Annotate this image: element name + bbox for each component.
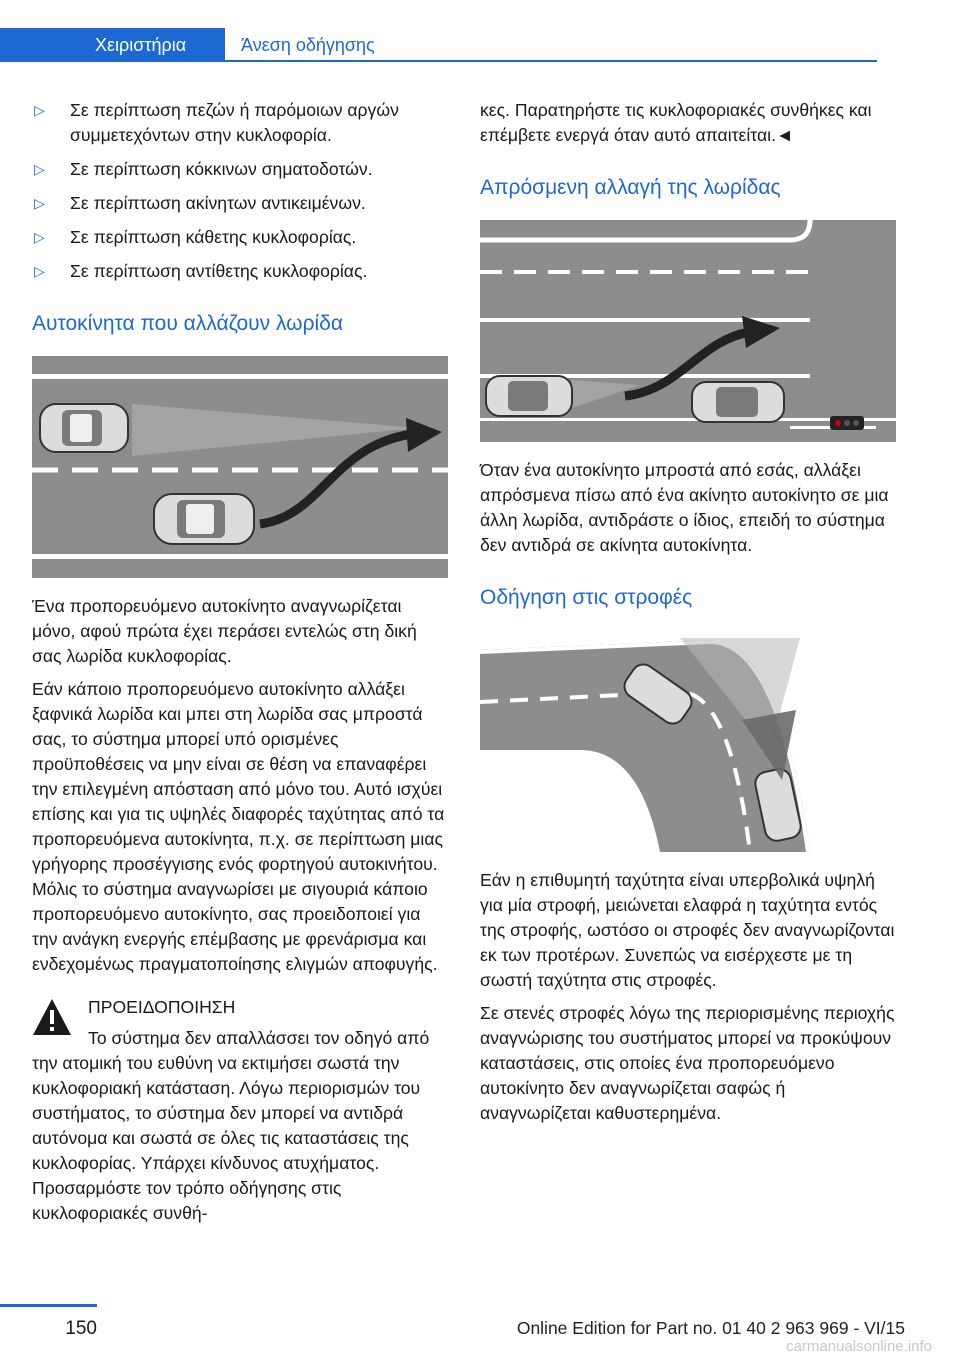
warning-triangle-icon (32, 997, 72, 1037)
footer-rule (0, 1304, 97, 1307)
list-item: ▷ Σε περίπτωση αντίθετης κυκλοφορίας. (32, 259, 448, 284)
section-heading-unexpected-lane-change: Απρόσμενη αλλαγή της λωρίδας (480, 176, 781, 199)
car-icon (486, 376, 572, 416)
left-column (32, 98, 448, 1234)
bullet-list (32, 98, 448, 284)
car-icon (40, 404, 128, 452)
section-heading-lane-change: Αυτοκίνητα που αλλάζουν λωρίδα (32, 312, 344, 335)
curve-driving-illustration (480, 630, 896, 852)
page-header (0, 28, 877, 62)
paragraph: Εάν η επιθυμητή ταχύτητα είναι υπερβολικά υψηλή για μία στροφή, μειώνεται ελαφρά η ταχύτητα εντός της στροφής, ωστόσο οι στροφές δεν αναγνωρίζονται εκ των προτέρων. Συνεπώς να εισέρχεστε με τη σωστή ταχύτητα στις στροφές. (480, 870, 895, 990)
header-subsection: Άνεση οδήγησης (225, 28, 877, 62)
triangle-right-icon: ▷ (34, 229, 45, 245)
warning-text: Το σύστημα δεν απαλλάσσει τον οδηγό από την ατομική του ευθύνη να εκτιμήσει σωστά την κυκλοφοριακή κατάσταση. Λόγω περιορισμών του συστήματος, το σύστημα δεν μπορεί να αντιδρά αυτόνομα και σωστά σε όλες τις καταστάσεις της κυκλοφορίας. Υπάρχει κίνδυνος ατυχήματος. Προσαρμόστε τον τρόπο οδήγησης στις κυκλοφοριακές συνθή- (32, 1028, 430, 1223)
paragraph: Εάν κάποιο προπορευόμενο αυτοκίνητο αλλάξει ξαφνικά λωρίδα και μπει στη λωρίδα σας μπροστά σας, το σύστημα μπορεί υπό ορισμένες προϋποθέσεις να μην είναι σε θέση να επαναφέρει την επιλεγμένη απόσταση από μόνο του. Αυτό ισχύει επίσης και για τις υψηλές διαφορές ταχύτητας από τα προπορευόμενα αυτοκίνητα, π.χ. σε περίπτωση μιας γρήγορης προσέγγισης ενός φορτηγού αυτοκινήτου. Μόλις το σύστημα αναγνωρίσει με σιγουριά κάποιο προπορευόμενο αυτοκίνητο, σας προειδοποιεί για την ανάγκη ενεργής επέμβασης με φρενάρισμα και ενδεχομένως πραγματοποίησης ελιγμών αποφυγής. (32, 679, 445, 974)
list-item: ▷ Σε περίπτωση ακίνητων αντικειμένων. (32, 191, 448, 216)
paragraph: κες. Παρατηρήστε τις κυκλοφοριακές συνθήκες και επέμβετε ενεργά όταν αυτό απαιτείται.◄ (480, 100, 872, 145)
paragraph: Ένα προπορευόμενο αυτοκίνητο αναγνωρίζεται μόνο, αφού πρώτα έχει περάσει εντελώς στη δική σας λωρίδα κυκλοφορίας. (32, 596, 417, 666)
paragraph: Σε στενές στροφές λόγω της περιορισμένης περιοχής αναγνώρισης του συστήματος μπορεί να προκύψουν καταστάσεις, στις οποίες ένα προπορευόμενο αυτοκίνητο δεν αναγνωρίζεται σαφώς ή αναγνωρίζεται καθυστερημένα. (480, 1003, 895, 1123)
triangle-right-icon: ▷ (34, 263, 45, 279)
right-column (480, 98, 896, 1134)
warning-box (32, 995, 448, 1226)
paragraph: Όταν ένα αυτοκίνητο μπροστά από εσάς, αλλάξει απρόσμενα πίσω από ένα ακίνητο αυτοκίνητο σε μια άλλη λωρίδα, αντιδράστε ο ίδιος, επειδή το σύστημα δεν αντιδρά σε ακίνητα αυτοκίνητα. (480, 460, 889, 555)
watermark: carmanualsonline.info (786, 1338, 932, 1355)
lane-change-illustration (32, 356, 448, 578)
unexpected-lane-change-illustration (480, 220, 896, 442)
triangle-right-icon: ▷ (34, 102, 45, 118)
header-section: Χειριστήρια (0, 28, 225, 62)
list-item: ▷ Σε περίπτωση πεζών ή παρόμοιων αργών συμμετεχόντων στην κυκλοφορία. (34, 100, 399, 145)
car-icon (154, 494, 254, 544)
section-heading-curves: Οδήγηση στις στροφές (480, 586, 693, 609)
warning-title: ΠΡΟΕΙΔΟΠΟΙΗΣΗ (88, 997, 236, 1017)
triangle-right-icon: ▷ (34, 161, 45, 177)
list-item: ▷ Σε περίπτωση κόκκινων σηματοδοτών. (32, 157, 448, 182)
page-number: 150 (65, 1318, 97, 1339)
edition-text: Online Edition for Part no. 01 40 2 963 969 - VI/15 (516, 1318, 905, 1338)
car-icon (692, 382, 784, 422)
list-item: ▷ Σε περίπτωση κάθετης κυκλοφορίας. (32, 225, 448, 250)
triangle-right-icon: ▷ (34, 195, 45, 211)
